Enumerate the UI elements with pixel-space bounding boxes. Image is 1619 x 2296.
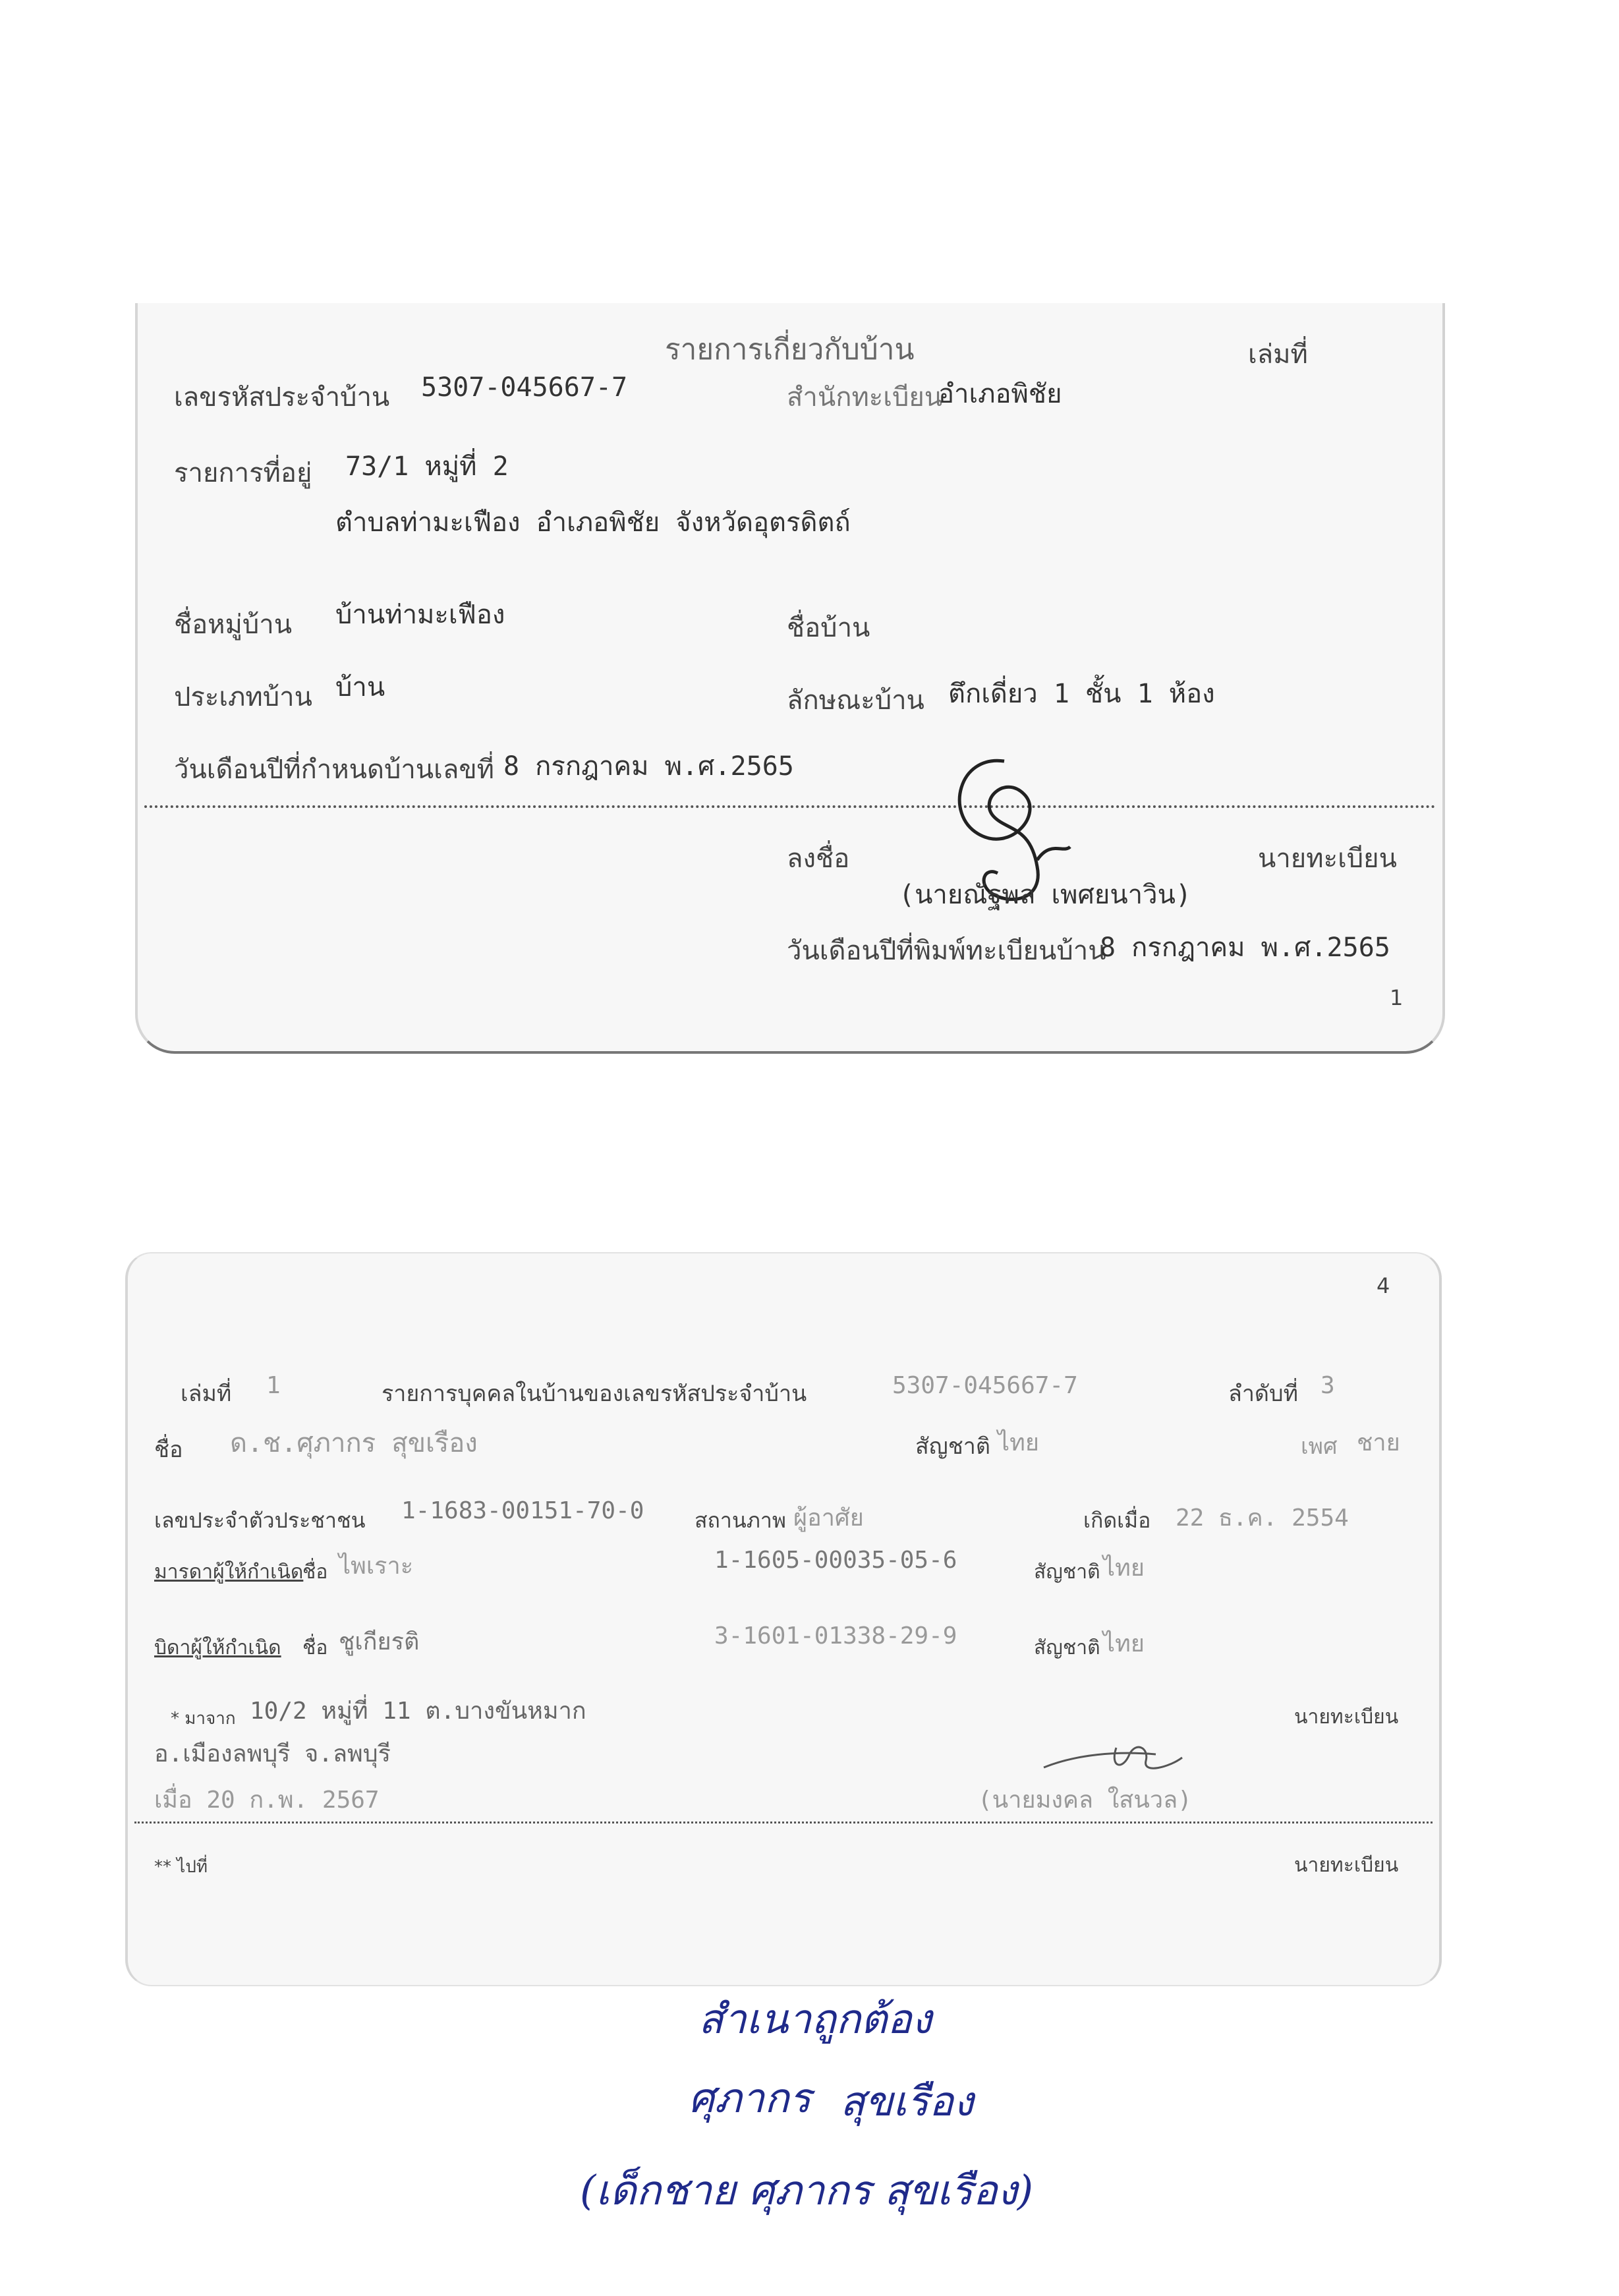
sign-label: ลงชื่อ [787,844,850,874]
certified-copy-note: สำเนาถูกต้อง [698,1995,932,2043]
status: ผู้อาศัย [793,1505,864,1532]
mother-label: มารดาผู้ให้กำเนิด [154,1561,304,1584]
person-name: ด.ช.ศุภากร สุขเรือง [230,1428,478,1458]
section-divider [134,1822,1433,1823]
registrar-name: (นายมงคล ใสนวล) [978,1787,1192,1814]
book-label: เล่มที่ [1248,339,1308,370]
assigned-date: 8 กรกฎาคม พ.ศ.2565 [503,751,794,782]
father-nationality-label: สัญชาติ [1034,1636,1100,1659]
address-line1: 73/1 หมู่ที่ 2 [345,451,509,482]
registrar-title-2: นายทะเบียน [1294,1854,1399,1877]
moved-from-line3: เมื่อ 20 ก.พ. 2567 [154,1787,380,1814]
father-id: 3-1601-01338-29-9 [714,1622,957,1650]
book-label: เล่มที่ [181,1381,232,1407]
sex: ชาย [1357,1429,1400,1456]
house-code: 5307-045667-7 [892,1372,1078,1399]
moved-from-line1: 10/2 หมู่ที่ 11 ต.บางขันหมาก [250,1698,586,1725]
order-label: ลำดับที่ [1228,1381,1299,1407]
house-code-label: เลขรหัสประจำบ้าน [174,382,390,413]
house-type-label: ประเภทบ้าน [174,682,312,712]
nationality: ไทย [998,1429,1039,1456]
page-number: 1 [1390,985,1404,1010]
moved-to-label: ** ไปที่ [154,1857,208,1877]
father-name: ชูเกียรติ [339,1628,420,1655]
registry-office: อำเภอพิชัย [938,379,1062,409]
house-info-card [135,303,1445,1054]
print-date: 8 กรกฎาคม พ.ศ.2565 [1100,933,1390,963]
house-character: ตึกเดี่ยว 1 ชั้น 1 ห้อง [948,679,1215,709]
handwritten-first-name: ศุภากร [689,2074,811,2122]
village-name: บ้านท่ามะเฟือง [335,600,505,630]
handwritten-full-name: (เด็กชาย ศุภากร สุขเรือง) [580,2166,1034,2214]
moved-from-line2: อ.เมืองลพบุรี จ.ลพบุรี [154,1740,391,1767]
mother-nationality-label: สัญชาติ [1034,1561,1100,1584]
father-name-label: ชื่อ [302,1636,328,1659]
birth-label: เกิดเมื่อ [1083,1508,1151,1533]
section-divider [144,805,1436,808]
mother-name: ไพเราะ [339,1553,414,1580]
id-label: เลขประจำตัวประชาชน [154,1508,366,1533]
registrar-name: (นายณัฐพล เพศยนาวิน) [899,880,1192,910]
house-type: บ้าน [335,672,385,703]
address-line2: ตำบลท่ามะเฟือง อำเภอพิชัย จังหวัดอุตรดิตถ์ [335,507,851,538]
birth-date: 22 ธ.ค. 2554 [1176,1505,1349,1532]
address-label: รายการที่อยู่ [174,458,312,488]
registrar-signature [1037,1735,1189,1781]
registry-office-label: สำนักทะเบียน [787,382,943,413]
handwritten-last-name: สุขเรือง [840,2077,974,2125]
person-info-card [125,1252,1442,1986]
mother-nationality: ไทย [1103,1555,1145,1582]
house-name-label: ชื่อบ้าน [787,613,870,643]
house-info-title: รายการเกี่ยวกับบ้าน [665,333,915,366]
registrar-title: นายทะเบียน [1258,844,1397,874]
house-character-label: ลักษณะบ้าน [787,685,924,716]
village-label: ชื่อหมู่บ้าน [174,610,293,640]
page-number: 4 [1377,1273,1390,1298]
father-label: บิดาผู้ให้กำเนิด [154,1636,281,1659]
name-label: ชื่อ [154,1437,183,1463]
status-label: สถานภาพ [695,1508,786,1533]
moved-from-label: * มาจาก [171,1709,236,1729]
person-section-title: รายการบุคคลในบ้านของเลขรหัสประจำบ้าน [382,1381,807,1407]
nationality-label: สัญชาติ [915,1433,990,1460]
order-number: 3 [1321,1372,1335,1399]
assigned-date-label: วันเดือนปีที่กำหนดบ้านเลขที่ [174,755,495,785]
mother-id: 1-1605-00035-05-6 [714,1547,957,1574]
print-date-label: วันเดือนปีที่พิมพ์ทะเบียนบ้าน [787,936,1106,966]
sex-label: เพศ [1301,1433,1338,1460]
father-nationality: ไทย [1103,1630,1145,1657]
id-number: 1-1683-00151-70-0 [401,1497,644,1524]
house-code: 5307-045667-7 [421,372,628,403]
book-number: 1 [266,1372,281,1399]
registrar-title: นายทะเบียน [1294,1706,1399,1729]
mother-name-label: ชื่อ [302,1561,328,1584]
